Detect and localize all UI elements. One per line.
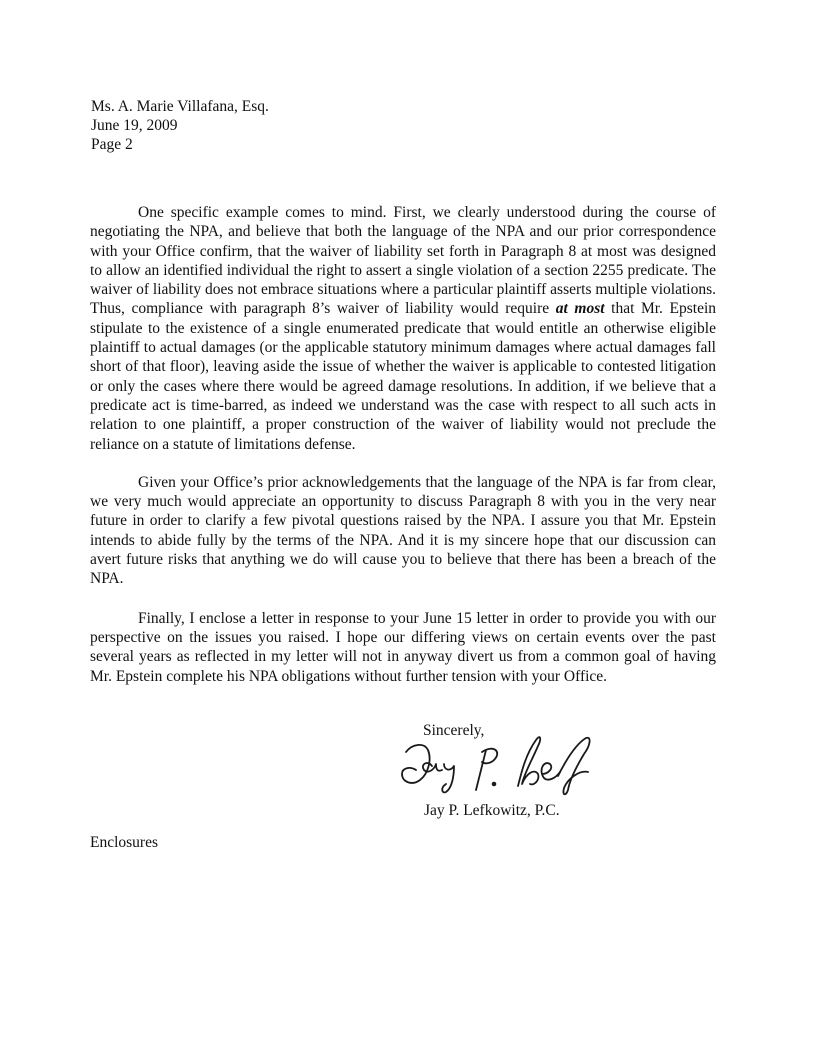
letter-body: [90, 203, 716, 705]
closing: Sincerely,: [423, 722, 485, 739]
signature-block: [398, 722, 658, 822]
signer-name: Jay P. Lefkowitz, P.C.: [424, 802, 560, 819]
emphasis-at-most: at most: [555, 300, 605, 318]
paragraph-3: Finally, I enclose a letter in response to your June 15 letter in order to provide you with our perspective on the issues you raised. I hope our differing views on certain events over the past several years as reflected in my letter will not in anyway divert us from a common goal of having Mr. Epstein complete his NPA obligations without further tension with your Office.: [90, 609, 716, 685]
handwritten-signature: [398, 730, 598, 800]
paragraph-1-text-b: that Mr. Epstein stipulate to the existence of a single enumerated predicate that would entitle an otherwise eligible plaintiff to actual damages (or the applicable statutory minimum damages where actual damages fall short of that floor), leaving aside the issue of whether the waiver is applicable to contested litigation or only the cases where there would be agreed damage resolutions. In addition, if we believe that a predicate act is time-barred, as indeed we understand was the case with respect to all such acts in relation to one plaintiff, a proper construction of the waiver of liability would not preclude the reliance on a statute of limitations defense.: [90, 300, 717, 453]
paragraph-2: Given your Office’s prior acknowledgements that the language of the NPA is far from clear, we very much would appreciate an opportunity to discuss Paragraph 8 with you in the very near future in order to clarify a few pivotal questions raised by the NPA. I assure you that Mr. Epstein intends to abide fully by the terms of the NPA. And it is my sincere hope that our discussion can avert future risks that anything we do will cause you to believe that there has been a breach of the NPA.: [90, 473, 716, 588]
paragraph-1-text-a: One specific example comes to mind. First, we clearly understood during the course of negotiating the NPA, and believe that both the language of the NPA and our prior correspondence with your Office confirm, that the waiver of liability set forth in Paragraph 8 at most was designed to allow an identified individual the right to assert a single violation of a section 2255 predicate. The waiver of liability does not embrace situations where a particular plaintiff asserts multiple violations. Thus, compliance with paragraph 8’s waiver of liability would require: [90, 204, 716, 318]
recipient-name: Ms. A. Marie Villafana, Esq.: [91, 98, 269, 115]
letter-date: June 19, 2009: [91, 117, 178, 134]
letter-header: [91, 97, 269, 154]
paragraph-1: [90, 203, 716, 454]
page-number: Page 2: [91, 136, 133, 153]
enclosures-label: Enclosures: [90, 834, 159, 851]
